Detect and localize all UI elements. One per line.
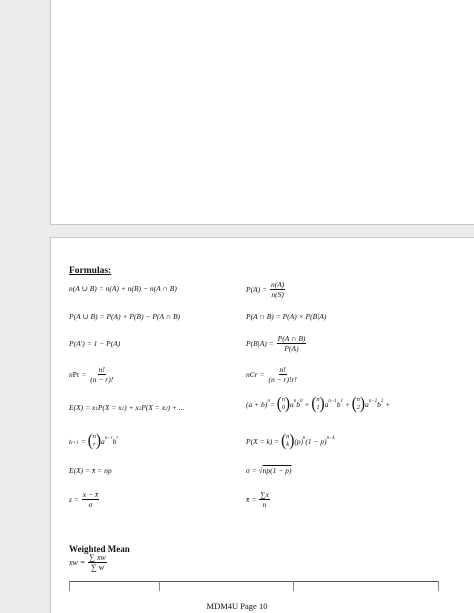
formula-conditional: P(B|A) = $\frac{P(A \cap B)}{P(A)}$ — [246, 334, 306, 353]
page-footer: MDM4U Page 10 — [206, 601, 268, 611]
formula-binomial-mean: E(X) = x̄ = np — [69, 466, 112, 475]
formula-combination: nCr = $\frac{n!}{(n - r)!r!}$ — [246, 365, 297, 384]
formula-complement: P(A') = 1 − P(A) — [69, 339, 121, 348]
table-top-border — [69, 581, 439, 582]
weighted-mean-formula — [69, 553, 108, 572]
weighted-mean-denominator: ∑ w — [91, 563, 105, 572]
table-column-divider — [293, 581, 294, 591]
formula-binomial-probability: P(X = k) = ( n k ) (p) k (1 − p) n−k — [246, 431, 335, 450]
formula-expected-value: E(X) = x 1 P(X = x 1 ) + x 2 P(X = x 2 ) + ... — [69, 403, 185, 412]
formulas-heading: Formulas: — [69, 266, 112, 276]
formula-union-probability: P(A ∪ B) = P(A) + P(B) − P(A ∩ B) — [69, 312, 181, 321]
formula-binomial-term: t r+1 = ( n r ) a n−r b r — [69, 431, 119, 450]
weighted-mean-lhs: xw = — [69, 558, 86, 567]
formula-probability-def: P(A) = $\frac{n(A)}{n(S)}$ — [246, 280, 285, 299]
table-column-divider — [69, 581, 70, 591]
table-column-divider — [159, 581, 160, 591]
formula-binomial-theorem: (a + b) n = ( n 0 ) a n b 0 + ( n 1 ) a n−1 b 1 + ( n 2 ) a n−2 b 2 + — [246, 394, 391, 413]
table-column-divider — [438, 581, 439, 591]
document-page — [50, 237, 474, 613]
formula-permutation: n Pr = $\frac{n!}{(n - r)!}$ — [69, 365, 114, 384]
weighted-mean-numerator: ∑ xw — [89, 553, 106, 562]
page-top-blank — [50, 0, 474, 225]
formula-union-count: n(A ∪ B) = n(A) + n(B) − n(A ∩ B) — [69, 284, 177, 293]
formula-binomial-sd: σ = √ np(1 − p) — [246, 466, 292, 475]
formula-intersection-probability: P(A ∩ B) = P(A) × P(B|A) — [246, 312, 327, 321]
weighted-mean-heading: Weighted Mean — [69, 544, 130, 554]
formula-mean: x̄ = $\frac{\sum x}{n}$ — [246, 490, 269, 509]
formula-z-score: z = $\frac{x - x̄}{\sigma}$ — [69, 490, 99, 509]
